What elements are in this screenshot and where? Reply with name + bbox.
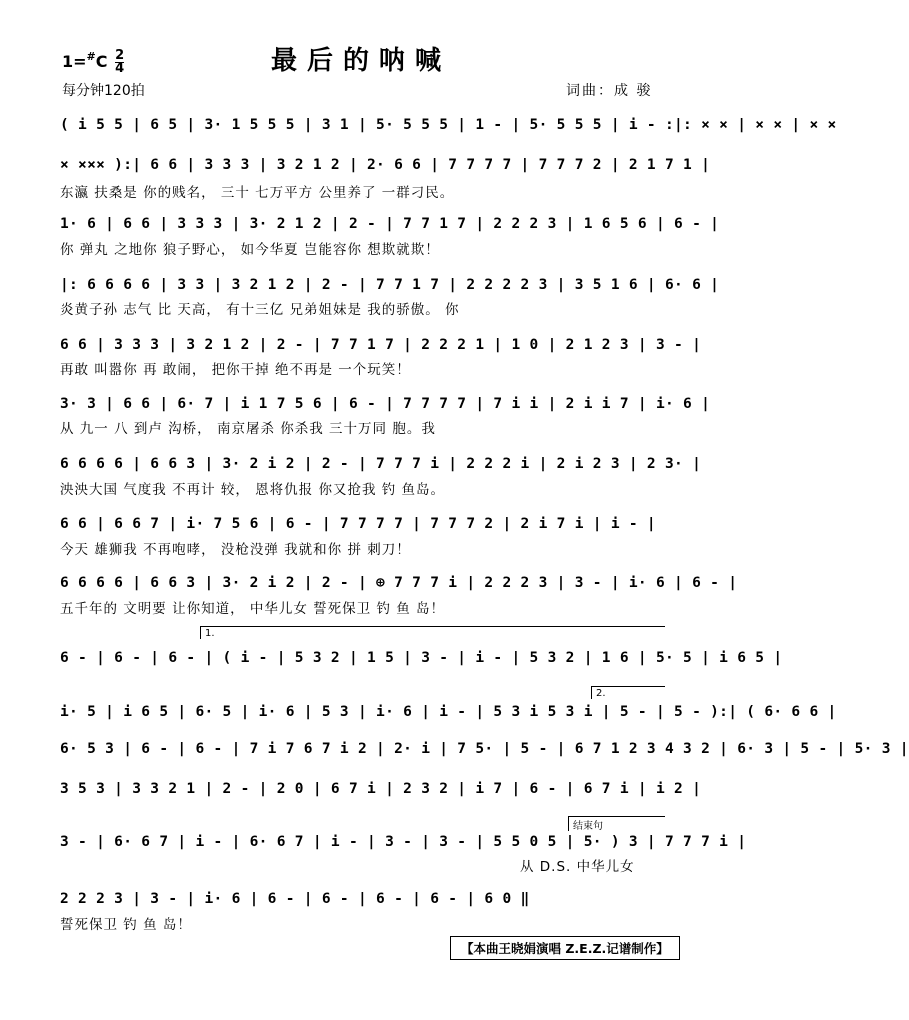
notation-line-8: 6 6 | 6 6 7 | i· 7 5 6 | 6 - | 7 7 7 7 | 7 7 7 2 | 2 i 7 i | i - | bbox=[60, 516, 656, 532]
key-note: C bbox=[95, 52, 108, 71]
time-sig-top: 2 bbox=[115, 48, 125, 63]
first-ending-bracket bbox=[200, 626, 665, 639]
lyric-line-9: 五千年的 文明要 让你知道， 中华儿女 誓死保卫 钓 鱼 岛！ bbox=[60, 601, 446, 617]
notation-line-9: 6 6 6 6 | 6 6 3 | 3· 2 i 2 | 2 - | ⊕ 7 7 7 i | 2 2 2 3 | 3 - | i· 6 | 6 - | bbox=[60, 575, 738, 591]
notation-line-5: 6 6 | 3 3 3 | 3 2 1 2 | 2 - | 7 7 1 7 | 2 2 2 1 | 1 0 | 2 1 2 3 | 3 - | bbox=[60, 337, 702, 353]
notation-line-3: 1· 6 | 6 6 | 3 3 3 | 3· 2 1 2 | 2 - | 7 7 1 7 | 2 2 2 3 | 1 6 5 6 | 6 - | bbox=[60, 216, 720, 232]
notation-line-11: i· 5 | i 6 5 | 6· 5 | i· 6 | 5 3 | i· 6 | i - | 5 3 i 5 3 i | 5 - | 5 - ):| ( 6· 6 6 | bbox=[60, 704, 837, 720]
lyric-line-4: 炎黄子孙 志气 比 天高， 有十三亿 兄弟姐妹是 我的骄傲。 你 bbox=[60, 302, 460, 318]
sharp-sign: # bbox=[86, 50, 96, 63]
lyric-line-15: 誓死保卫 钓 鱼 岛！ bbox=[60, 917, 192, 933]
notation-line-2: × ××× ):| 6 6 | 3 3 3 | 3 2 1 2 | 2· 6 6 | 7 7 7 7 | 7 7 7 2 | 2 1 7 1 | bbox=[60, 157, 711, 173]
lyric-line-6: 从 九一 八 到卢 沟桥， 南京屠杀 你杀我 三十万同 胞。我 bbox=[60, 421, 436, 437]
time-sig-bottom: 4 bbox=[115, 61, 125, 76]
lyric-line-3: 你 弹丸 之地你 狼子野心， 如今华夏 岂能容你 想欺就欺！ bbox=[60, 242, 440, 258]
ending-phrase-bracket: 结束句 bbox=[568, 816, 665, 831]
key-prefix: 1= bbox=[62, 52, 87, 71]
lyric-line-7: 泱泱大国 气度我 不再计 较， 恩将仇报 你又抢我 钓 鱼岛。 bbox=[60, 482, 446, 498]
tempo-marking: 每分钟120拍 bbox=[62, 83, 145, 99]
footer-caption: 【本曲王晓娟演唱 Z.E.Z.记谱制作】 bbox=[450, 936, 680, 960]
song-title: 最后的呐喊 bbox=[270, 46, 451, 76]
notation-line-10: 6 - | 6 - | 6 - | ( i - | 5 3 2 | 1 5 | 3 - | i - | 5 3 2 | 1 6 | 5· 5 | i 6 5 | bbox=[60, 650, 783, 666]
second-ending-number: 2. bbox=[596, 688, 606, 699]
credit-line: 词曲：成 骏 bbox=[566, 83, 653, 99]
notation-line-6: 3· 3 | 6 6 | 6· 7 | i 1 7 5 6 | 6 - | 7 7 7 7 | 7 i i | 2 i i 7 | i· 6 | bbox=[60, 396, 711, 412]
second-ending-bracket bbox=[591, 686, 665, 699]
notation-line-4: |: 6 6 6 6 | 3 3 | 3 2 1 2 | 2 - | 7 7 1 7 | 2 2 2 2 3 | 3 5 1 6 | 6· 6 | bbox=[60, 277, 720, 293]
lyric-line-8: 今天 雄狮我 不再咆哮， 没枪没弹 我就和你 拼 刺刀！ bbox=[60, 542, 411, 558]
time-signature bbox=[115, 50, 124, 75]
notation-line-12: 6· 5 3 | 6 - | 6 - | 7 i 7 6 7 i 2 | 2· i | 7 5· | 5 - | 6 7 1 2 3 4 3 2 | 6· 3 | 5 - | 5· 3 | bbox=[60, 741, 909, 757]
lyric-line-14: 从 D.S. 中华儿女 bbox=[520, 859, 635, 875]
notation-line-13: 3 5 3 | 3 3 2 1 | 2 - | 2 0 | 6 7 i | 2 3 2 | i 7 | 6 - | 6 7 i | i 2 | bbox=[60, 781, 702, 797]
key-signature bbox=[62, 50, 124, 75]
lyric-line-2: 东瀛 扶桑是 你的贱名， 三十 七万平方 公里养了 一群刁民。 bbox=[60, 185, 455, 201]
notation-line-14: 3 - | 6· 6 7 | i - | 6· 6 7 | i - | 3 - | 3 - | 5 5 0 5 | 5· ) 3 | 7 7 7 i | bbox=[60, 834, 747, 850]
lyric-line-5: 再敢 叫嚣你 再 敢闹， 把你干掉 绝不再是 一个玩笑！ bbox=[60, 362, 411, 378]
notation-line-1: ( i 5 5 | 6 5 | 3· 1 5 5 5 | 3 1 | 5· 5 5 5 | 1 - | 5· 5 5 5 | i - :|: × × | × × | × × bbox=[60, 117, 837, 133]
notation-line-15: 2 2 2 3 | 3 - | i· 6 | 6 - | 6 - | 6 - | 6 - | 6 0 ‖ bbox=[60, 891, 530, 907]
notation-line-7: 6 6 6 6 | 6 6 3 | 3· 2 i 2 | 2 - | 7 7 7 i | 2 2 2 i | 2 i 2 3 | 2 3· | bbox=[60, 456, 702, 472]
first-ending-number: 1. bbox=[205, 628, 215, 639]
